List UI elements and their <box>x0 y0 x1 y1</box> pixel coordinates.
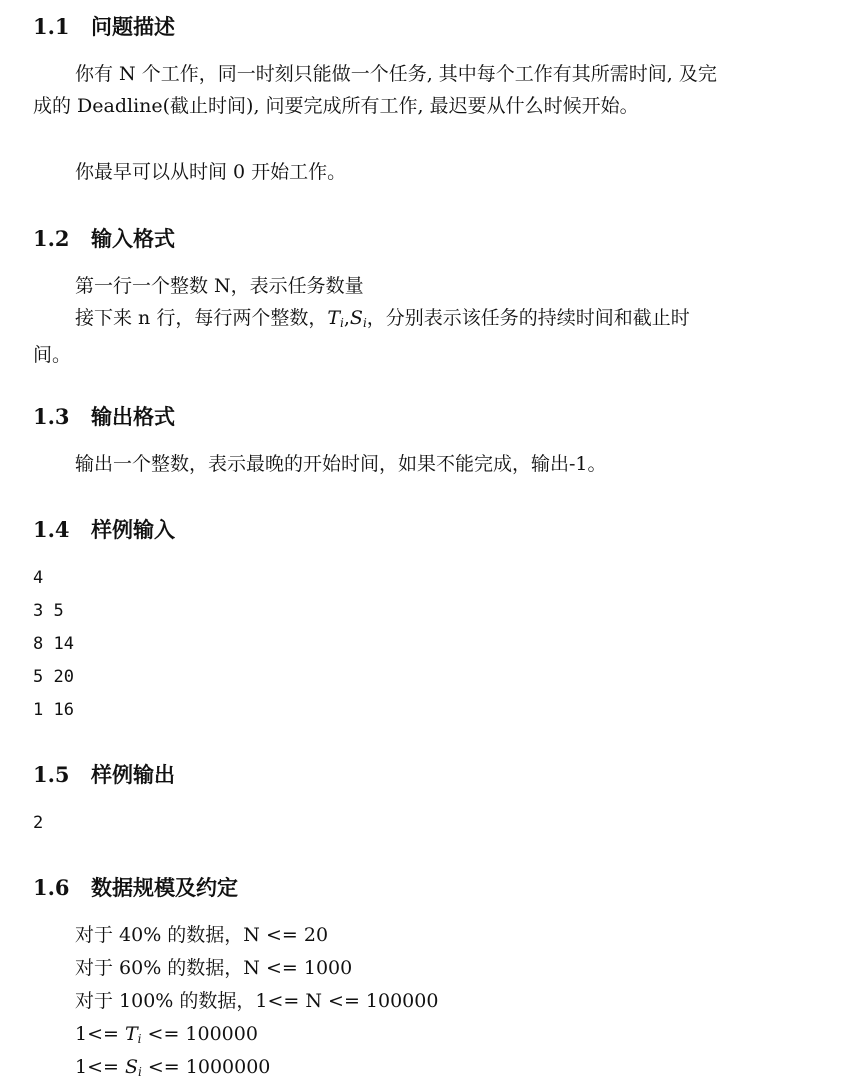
input-format-text: ，分别表示该任务的持续时间和截止时间。 <box>33 307 690 366</box>
var-t: T <box>327 307 341 329</box>
section-number: 1.1 <box>33 14 70 39</box>
constraint-text: <= 1000000 <box>141 1056 271 1078</box>
section-number: 1.6 <box>33 875 70 900</box>
section-heading-input-format <box>33 225 175 253</box>
constraint-line-1: 对于 40% 的数据，N <= 20 <box>75 924 329 946</box>
section-number: 1.5 <box>33 762 70 787</box>
section-heading-problem <box>33 13 175 41</box>
output-format-line-1: 输出一个整数，表示最晚的开始时间，如果不能完成，输出-1。 <box>75 453 607 475</box>
var-t-subscript: i <box>340 316 344 330</box>
section-title: 数据规模及约定 <box>91 875 238 900</box>
section-title: 输出格式 <box>91 404 175 429</box>
constraint-line-5 <box>75 1053 270 1086</box>
section-number: 1.2 <box>33 226 70 251</box>
section-number: 1.3 <box>33 404 70 429</box>
description-paragraph-1: 你有 N 个工作，同一时刻只能做一个任务, 其中每个工作有其所需时间, 及完成的 Deadline(截止时间), 问要完成所有工作, 最迟要从什么时候开始。 <box>33 63 717 117</box>
constraint-line-4 <box>75 1020 258 1053</box>
constraint-line-3: 对于 100% 的数据，1<= N <= 100000 <box>75 990 439 1012</box>
var-t: T <box>124 1023 138 1045</box>
var-s: S <box>349 307 363 329</box>
constraint-text: 1<= <box>75 1056 125 1078</box>
section-heading-sample-output <box>33 761 175 789</box>
constraint-text: <= 100000 <box>141 1023 258 1045</box>
sample-input-line: 4 <box>33 568 44 588</box>
sample-input-line: 8 14 <box>33 634 74 654</box>
section-heading-output-format <box>33 403 175 431</box>
sample-input-line: 1 16 <box>33 700 74 720</box>
input-format-line-2 <box>33 302 723 371</box>
description-paragraph-2: 你最早可以从时间 0 开始工作。 <box>75 161 347 183</box>
var-s-subscript: i <box>138 1065 142 1079</box>
constraint-text: 1<= <box>75 1023 125 1045</box>
section-title: 输入格式 <box>91 226 175 251</box>
sample-input-line: 3 5 <box>33 601 64 621</box>
var-t-subscript: i <box>137 1032 142 1046</box>
section-title: 样例输出 <box>91 762 175 787</box>
input-format-text: 接下来 n 行，每行两个整数， <box>75 307 328 329</box>
sample-input-line: 5 20 <box>33 667 74 687</box>
constraint-line-2: 对于 60% 的数据，N <= 1000 <box>75 957 353 979</box>
var-s: S <box>124 1056 138 1078</box>
section-title: 问题描述 <box>91 14 175 39</box>
sample-output-line: 2 <box>33 813 44 833</box>
input-format-line-1: 第一行一个整数 N，表示任务数量 <box>75 275 364 297</box>
section-title: 样例输入 <box>91 517 175 542</box>
var-s-subscript: i <box>362 316 367 330</box>
var-separator: , <box>343 307 350 329</box>
section-number: 1.4 <box>33 517 70 542</box>
section-heading-constraints <box>33 874 238 902</box>
section-heading-sample-input <box>33 516 175 544</box>
